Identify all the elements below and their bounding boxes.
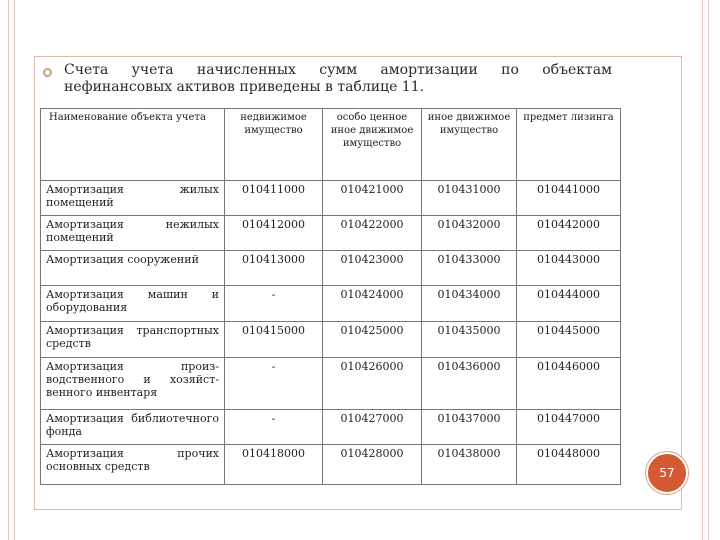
cell-code: 010425000 [323, 322, 422, 358]
cell-code: 010412000 [225, 216, 323, 251]
cell-code: 010421000 [323, 181, 422, 216]
cell-code: 010424000 [323, 286, 422, 322]
cell-code: 010418000 [225, 445, 323, 485]
page-number-badge: 57 [646, 452, 688, 494]
cell-code: 010438000 [422, 445, 517, 485]
decor-line-right-2 [708, 0, 709, 540]
cell-code: 010422000 [323, 216, 422, 251]
row-name: Амортизация машин и оборудования [41, 286, 225, 322]
intro-line-2: нефинансовых активов приведены в таблице 11. [64, 79, 425, 95]
cell-code: - [225, 286, 323, 322]
table-row [41, 410, 621, 445]
header-object-name: Наименование объекта учета [41, 109, 225, 181]
cell-code: 010445000 [517, 322, 621, 358]
decor-line-left-1 [8, 0, 9, 540]
cell-code: 010436000 [422, 358, 517, 410]
accounts-table [40, 108, 621, 485]
header-valuable-movable: особо ценное иное движимое имущество [323, 109, 422, 181]
cell-code: 010446000 [517, 358, 621, 410]
table-row [41, 251, 621, 286]
header-other-movable: иное движимое имущество [422, 109, 517, 181]
cell-code: - [225, 358, 323, 410]
cell-code: 010435000 [422, 322, 517, 358]
table-header-row [41, 109, 621, 181]
decor-line-right-1 [702, 0, 703, 540]
table-row [41, 216, 621, 251]
cell-code: 010442000 [517, 216, 621, 251]
cell-code: 010437000 [422, 410, 517, 445]
cell-code: 010423000 [323, 251, 422, 286]
cell-code: 010426000 [323, 358, 422, 410]
cell-code: 010434000 [422, 286, 517, 322]
table-row [41, 286, 621, 322]
cell-code: 010433000 [422, 251, 517, 286]
cell-code: 010427000 [323, 410, 422, 445]
intro-line-1: Счета учета начисленных сумм амортизации по объектам [64, 62, 612, 78]
cell-code: 010432000 [422, 216, 517, 251]
row-name: Амортизация жилых помещений [41, 181, 225, 216]
bullet-icon [43, 68, 52, 77]
table-row [41, 445, 621, 485]
intro-text [64, 62, 612, 96]
table-row [41, 181, 621, 216]
row-name: Амортизация сооружений [41, 251, 225, 286]
row-name: Амортизация прочих основных средств [41, 445, 225, 485]
cell-code: 010447000 [517, 410, 621, 445]
row-name: Амортизация библиотечного фонда [41, 410, 225, 445]
table-row [41, 322, 621, 358]
cell-code: 010431000 [422, 181, 517, 216]
header-real-estate: недвижимое имущество [225, 109, 323, 181]
cell-code: 010441000 [517, 181, 621, 216]
header-leasing: предмет лизинга [517, 109, 621, 181]
cell-code: 010413000 [225, 251, 323, 286]
cell-code: 010444000 [517, 286, 621, 322]
cell-code: 010428000 [323, 445, 422, 485]
cell-code: - [225, 410, 323, 445]
cell-code: 010443000 [517, 251, 621, 286]
cell-code: 010415000 [225, 322, 323, 358]
row-name: Амортизация произ-водственного и хозяйст-венного инвентаря [41, 358, 225, 410]
cell-code: 010448000 [517, 445, 621, 485]
row-name: Амортизация нежилых помещений [41, 216, 225, 251]
decor-line-left-2 [14, 0, 15, 540]
row-name: Амортизация транспортных средств [41, 322, 225, 358]
cell-code: 010411000 [225, 181, 323, 216]
table-row [41, 358, 621, 410]
